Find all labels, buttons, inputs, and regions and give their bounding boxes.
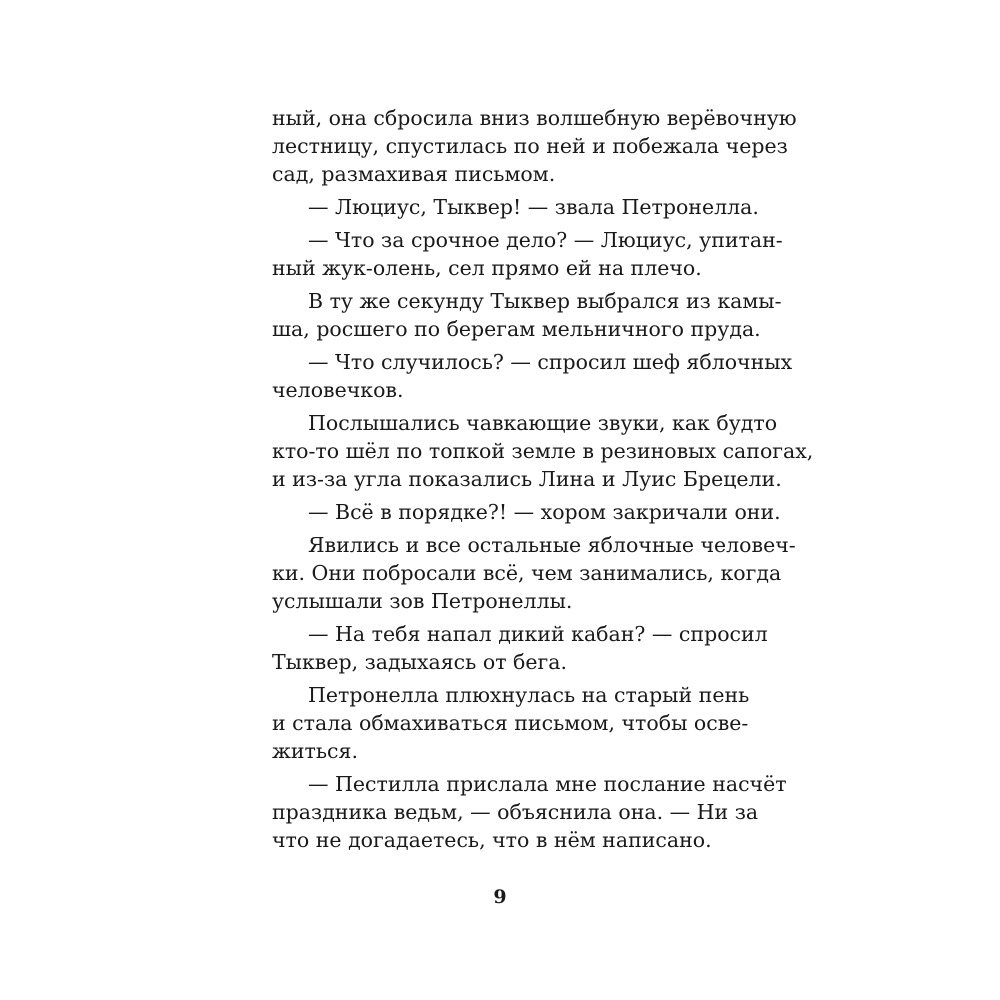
text-line: праздника ведьм, — объяснила она. — Ни за bbox=[272, 800, 759, 824]
text-line: человечков. bbox=[272, 378, 404, 402]
page-text bbox=[272, 104, 814, 854]
text-line: — Пестилла прислала мне послание насчёт bbox=[308, 772, 787, 796]
text-line: Послышались чавкающие звуки, как будто bbox=[308, 411, 778, 435]
text-line: — На тебя напал дикий кабан? — спросил bbox=[308, 622, 768, 646]
text-line: и из-за угла показались Лина и Луис Брецели. bbox=[272, 467, 782, 491]
text-line: житься. bbox=[272, 739, 358, 763]
page-number: 9 bbox=[493, 886, 507, 908]
text-line: — Что случилось? — спросил шеф яблочных bbox=[308, 350, 793, 374]
text-line: ша, росшего по берегам мельничного пруда. bbox=[272, 317, 761, 341]
text-line: сад, размахивая письмом. bbox=[272, 162, 556, 186]
text-line: ный, она сбросила вниз волшебную верёвочную bbox=[272, 106, 797, 130]
text-line: Тыквер, задыхаясь от бега. bbox=[272, 650, 567, 674]
text-line: В ту же секунду Тыквер выбрался из камы- bbox=[308, 289, 782, 313]
text-line: услышали зов Петронеллы. bbox=[272, 589, 573, 613]
text-line: Петронелла плюхнулась на старый пень bbox=[308, 683, 750, 707]
text-line: ки. Они побросали всё, чем занимались, когда bbox=[272, 561, 782, 585]
text-line: кто-то шёл по топкой земле в резиновых сапогах, bbox=[272, 439, 814, 463]
text-line: — Что за срочное дело? — Люциус, упитан- bbox=[308, 228, 783, 252]
text-line: — Всё в порядке?! — хором закричали они. bbox=[308, 500, 781, 524]
text-line: что не догадаетесь, что в нём написано. bbox=[272, 828, 712, 852]
text-line: — Люциус, Тыквер! — звала Петронелла. bbox=[308, 195, 759, 219]
text-line: лестницу, спустилась по ней и побежала через bbox=[272, 134, 788, 158]
text-line: и стала обмахиваться письмом, чтобы осве- bbox=[272, 711, 749, 735]
text-line: Явились и все остальные яблочные человеч- bbox=[308, 533, 796, 557]
text-line: ный жук-олень, сел прямо ей на плечо. bbox=[272, 256, 702, 280]
